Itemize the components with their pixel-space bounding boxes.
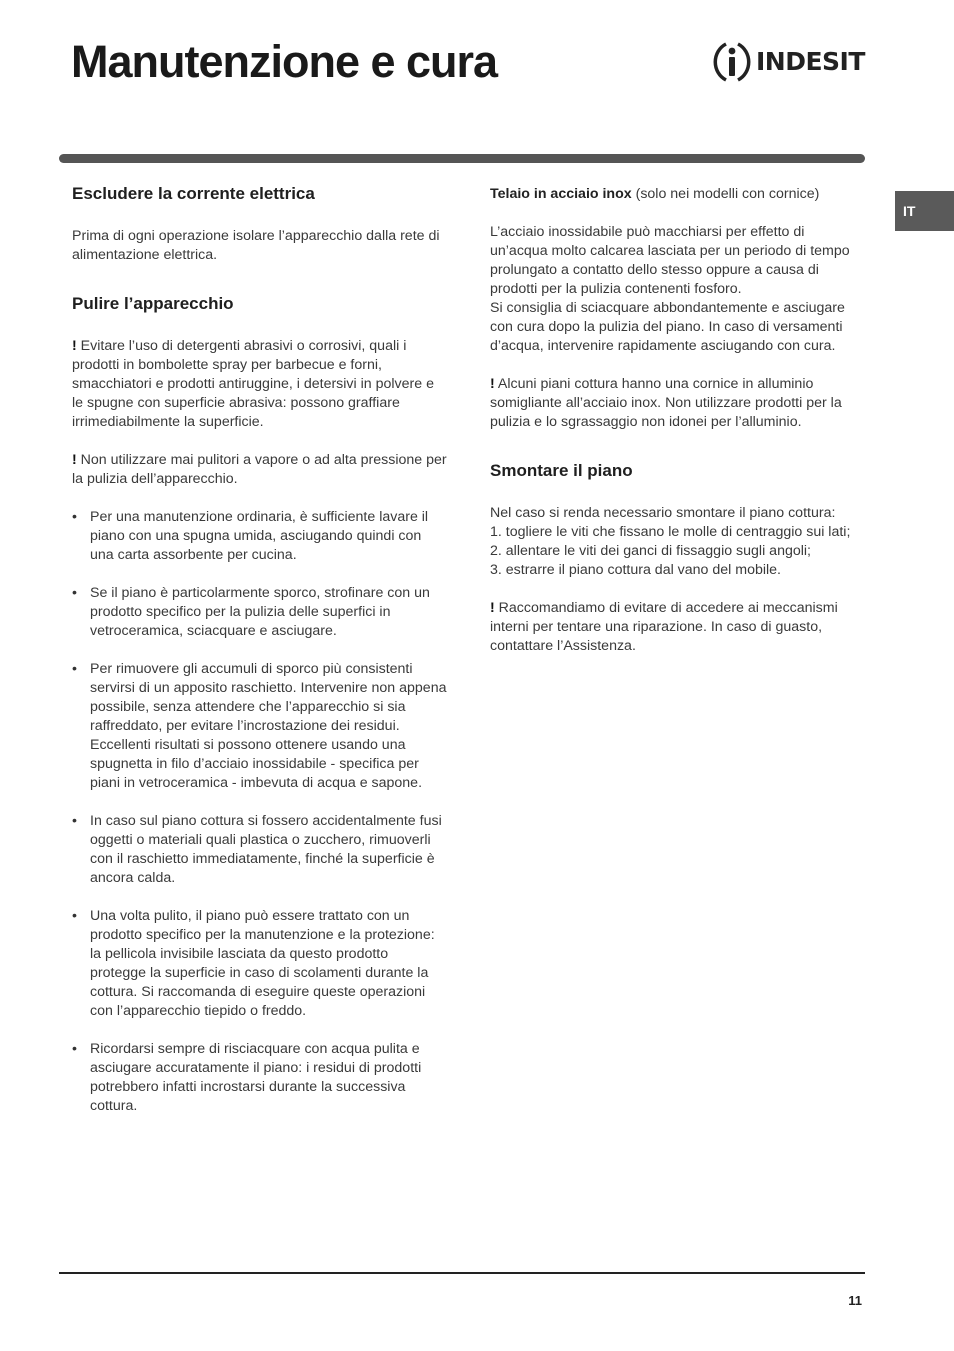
page-number: 11 xyxy=(848,1293,862,1308)
warning-repair-text: Raccomandiamo di evitare di accedere ai meccanismi interni per tentare una riparazione. In caso di guasto, contattare l’Assistenza. xyxy=(490,600,838,654)
steel-paragraph-2: Si consiglia di sciacquare abbondantemente e asciugare con cura dopo la pulizia del piano. In caso di versamenti d’acqua, intervenire rapidamente asciugando con cura. xyxy=(490,300,845,354)
right-column xyxy=(490,180,862,656)
warning-aluminium xyxy=(490,375,862,432)
remove-step-2: 2. allentare le viti dei ganci di fissaggio sugli angoli; xyxy=(490,543,811,559)
cleaning-list xyxy=(72,508,448,1116)
logo-text: INDESIT xyxy=(756,47,865,76)
language-tab: IT xyxy=(895,191,954,231)
page-title: Manutenzione e cura xyxy=(71,36,498,87)
list-item: • Ricordarsi sempre di risciacquare con acqua pulita e asciugare accuratamente il piano: i residui di prodotti potrebbero infatti incrostarsi durante la successiva cottura. xyxy=(72,1040,448,1116)
warning-icon: ! xyxy=(490,376,495,392)
frame-label: Telaio in acciaio inox xyxy=(490,186,632,202)
frame-note: (solo nei modelli con cornice) xyxy=(631,186,820,202)
remove-step-3: 3. estrarre il piano cottura dal vano del mobile. xyxy=(490,562,782,578)
warning-abrasive-text: Evitare l’uso di detergenti abrasivi o corrosivi, quali i prodotti in bombolette spray per barbecue e forni, smacchiatori e prodotti antiruggine, i detersivi in polvere e le spugne con superficie abrasiva: possono graffiare irrimediabilmente la superficie. xyxy=(72,338,434,430)
list-item: • Se il piano è particolarmente sporco, strofinare con un prodotto specifico per la pulizia delle superfici in vetroceramica, sciacquare e asciugare. xyxy=(72,584,448,641)
remove-intro: Nel caso si renda necessario smontare il piano cottura: xyxy=(490,505,836,521)
remove-step-1: 1. togliere le viti che fissano le molle di centraggio sui lati; xyxy=(490,524,851,540)
left-column xyxy=(72,180,448,1116)
warning-icon: ! xyxy=(72,338,77,354)
warning-aluminium-text: Alcuni piani cottura hanno una cornice in alluminio somigliante all’acciaio inox. Non utilizzare prodotti per la pulizia e lo sgrassaggio non idonei per l’alluminio. xyxy=(490,376,842,430)
top-divider xyxy=(59,154,865,163)
warning-icon: ! xyxy=(72,452,77,468)
section-title-cleaning: Pulire l’apparecchio xyxy=(72,294,234,313)
section-title-power: Escludere la corrente elettrica xyxy=(72,184,315,203)
indesit-i-icon xyxy=(712,38,752,86)
warning-steam xyxy=(72,451,448,489)
bottom-divider xyxy=(59,1272,865,1274)
power-paragraph: Prima di ogni operazione isolare l’apparecchio dalla rete di alimentazione elettrica. xyxy=(72,228,440,263)
section-title-remove: Smontare il piano xyxy=(490,461,633,480)
warning-abrasive xyxy=(72,337,448,432)
list-item: • Per rimuovere gli accumuli di sporco più consistenti servirsi di un apposito raschietto. Intervenire non appena possibile, senza attendere che l’apparecchio si sia raffreddato, per evitare l’incrostazione dei residui. Eccellenti risultati si possono ottenere usando una spugnetta in filo d’acciaio inossidabile - specifica per piani in vetroceramica - imbevuta di acqua e sapone. xyxy=(72,660,448,793)
warning-icon: ! xyxy=(490,600,495,616)
list-item: • Una volta pulito, il piano può essere trattato con un prodotto specifico per la manutenzione e la protezione: la pellicola invisibile lasciata da questo prodotto protegge la superficie in caso di scolamenti durante la cottura. Si raccomanda di eseguire queste operazioni con l’apparecchio tiepido o freddo. xyxy=(72,907,448,1021)
warning-steam-text: Non utilizzare mai pulitori a vapore o ad alta pressione per la pulizia dell’apparecchio. xyxy=(72,452,447,487)
list-item: • Per una manutenzione ordinaria, è sufficiente lavare il piano con una spugna umida, asciugando quindi con una carta assorbente per cucina. xyxy=(72,508,448,565)
warning-repair xyxy=(490,599,862,656)
frame-paragraph xyxy=(490,185,862,204)
indesit-logo xyxy=(712,38,865,86)
steel-paragraph: L’acciaio inossidabile può macchiarsi per effetto di un’acqua molto calcarea lasciata per un periodo di tempo prolungato a contatto dello stesso oppure a causa di prodotti per la pulizia contenenti fosforo. xyxy=(490,224,850,297)
list-item: • In caso sul piano cottura si fossero accidentalmente fusi oggetti o materiali quali plastica o zucchero, rimuoverli con il raschietto immediatamente, finché la superficie è ancora calda. xyxy=(72,812,448,888)
